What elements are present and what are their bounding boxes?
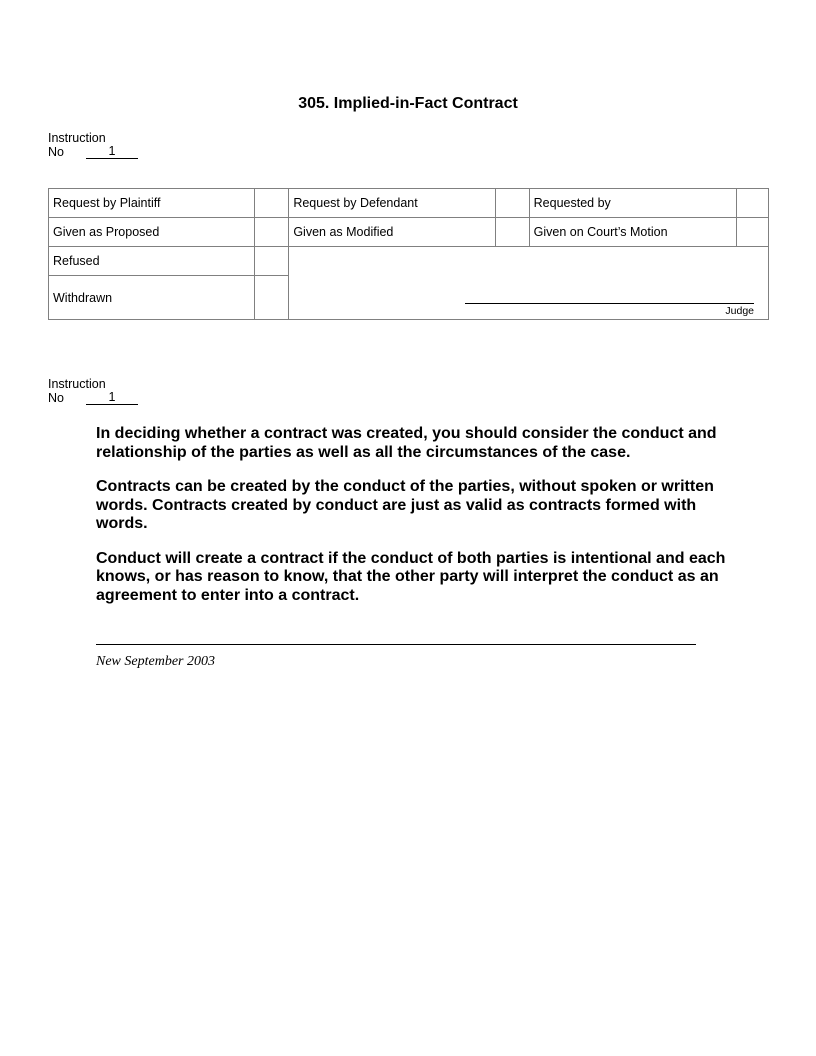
instruction-no-label: No (48, 145, 64, 159)
requested-by-label: Requested by (529, 189, 736, 218)
refused-checkbox[interactable] (255, 247, 289, 276)
request-by-plaintiff-label: Request by Plaintiff (49, 189, 255, 218)
request-disposition-table (48, 188, 769, 320)
instruction-no-value: 1 (86, 391, 138, 405)
instruction-paragraph: Contracts can be created by the conduct of the parties, without spoken or written words. Contracts created by conduct are just as valid as contracts formed with words. (96, 478, 714, 532)
instruction-paragraph: Conduct will create a contract if the conduct of both parties is intentional and each knows, or has reason to know, that the other party will interpret the conduct as an agreement to enter into a contract. (96, 549, 726, 604)
given-as-proposed-label: Given as Proposed (49, 218, 255, 247)
given-as-modified-label: Given as Modified (289, 218, 495, 247)
judge-label: Judge (725, 305, 754, 317)
instruction-paragraph: In deciding whether a contract was created, you should consider the conduct and relationship of the parties as well as all the circumstances of the case. (96, 425, 717, 461)
refused-label: Refused (49, 247, 255, 276)
instruction-body (96, 425, 736, 621)
withdrawn-label: Withdrawn (49, 276, 255, 320)
requested-by-checkbox[interactable] (736, 189, 768, 218)
withdrawn-checkbox[interactable] (255, 276, 289, 320)
judge-signature-area (289, 247, 769, 320)
instruction-number-header-top (48, 131, 138, 159)
footer-divider (96, 644, 696, 645)
request-by-plaintiff-checkbox[interactable] (255, 189, 289, 218)
instruction-label: Instruction (48, 131, 106, 145)
instruction-number-header-bottom (48, 377, 138, 405)
instruction-label: Instruction (48, 377, 106, 391)
page-title: 305. Implied-in-Fact Contract (298, 95, 518, 112)
judge-signature-line[interactable] (465, 303, 754, 304)
instruction-no-value: 1 (86, 145, 138, 159)
given-as-modified-checkbox[interactable] (495, 218, 529, 247)
request-by-defendant-label: Request by Defendant (289, 189, 495, 218)
given-on-courts-motion-checkbox[interactable] (736, 218, 768, 247)
request-by-defendant-checkbox[interactable] (495, 189, 529, 218)
given-as-proposed-checkbox[interactable] (255, 218, 289, 247)
given-on-courts-motion-label: Given on Court’s Motion (529, 218, 736, 247)
revision-note: New September 2003 (96, 654, 215, 669)
instruction-no-label: No (48, 391, 64, 405)
